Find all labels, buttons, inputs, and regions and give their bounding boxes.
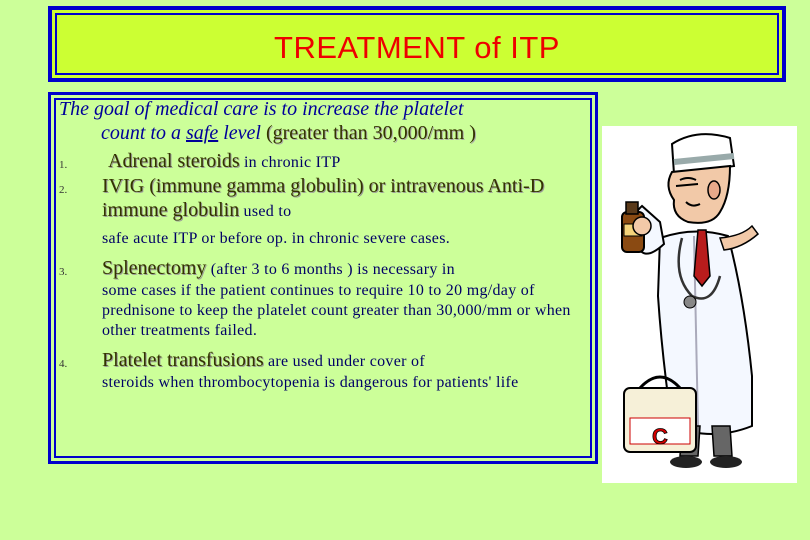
item-sub: some cases if the patient continues to require 10 to 20 mg/day of prednisone to keep the platelet count greater than 30,000/mm or when other treatments failed. [102,282,571,339]
intro-line-2-mid: level [218,122,266,144]
intro-line-2-start: count to a [101,122,186,144]
intro-line-1: The goal of medical care is to increase the platelet [59,98,464,120]
doctor-illustration [602,126,797,483]
list-item [59,175,589,249]
item-rest: used to [239,203,292,220]
slide-title: TREATMENT of ITP [274,30,560,65]
doctor-clipart [602,126,797,483]
item-number: 4. [59,358,68,370]
threshold-text: (greater than 30,000/mm ) [265,122,476,144]
item-main: Platelet transfusions [102,349,264,371]
list-item [59,149,589,175]
item-main: IVIG (immune gamma globulin) or intravenous Anti-D immune globulin [102,175,545,221]
safe-word: safe [186,122,219,144]
treatment-list [59,149,589,393]
bag-badge-letter: C [652,424,668,449]
title-box [48,6,786,82]
list-item [59,257,589,341]
item-sub: steroids when thrombocytopenia is dangerous for patients' life [102,374,519,391]
item-number: 1. [59,159,68,171]
intro-line-2 [59,121,589,145]
item-main: Adrenal steroids [108,150,240,172]
item-rest: in chronic ITP [239,154,341,171]
item-sub: safe acute ITP or before op. in chronic severe cases. [102,230,451,247]
item-number: 3. [59,266,68,278]
list-item [59,349,589,393]
item-rest: are used under cover of [263,353,425,370]
item-rest: (after 3 to 6 months ) is necessary in [206,261,455,278]
intro-paragraph [59,97,589,145]
content-text [59,97,589,393]
item-number: 2. [59,184,68,196]
item-main: Splenectomy [102,257,207,279]
